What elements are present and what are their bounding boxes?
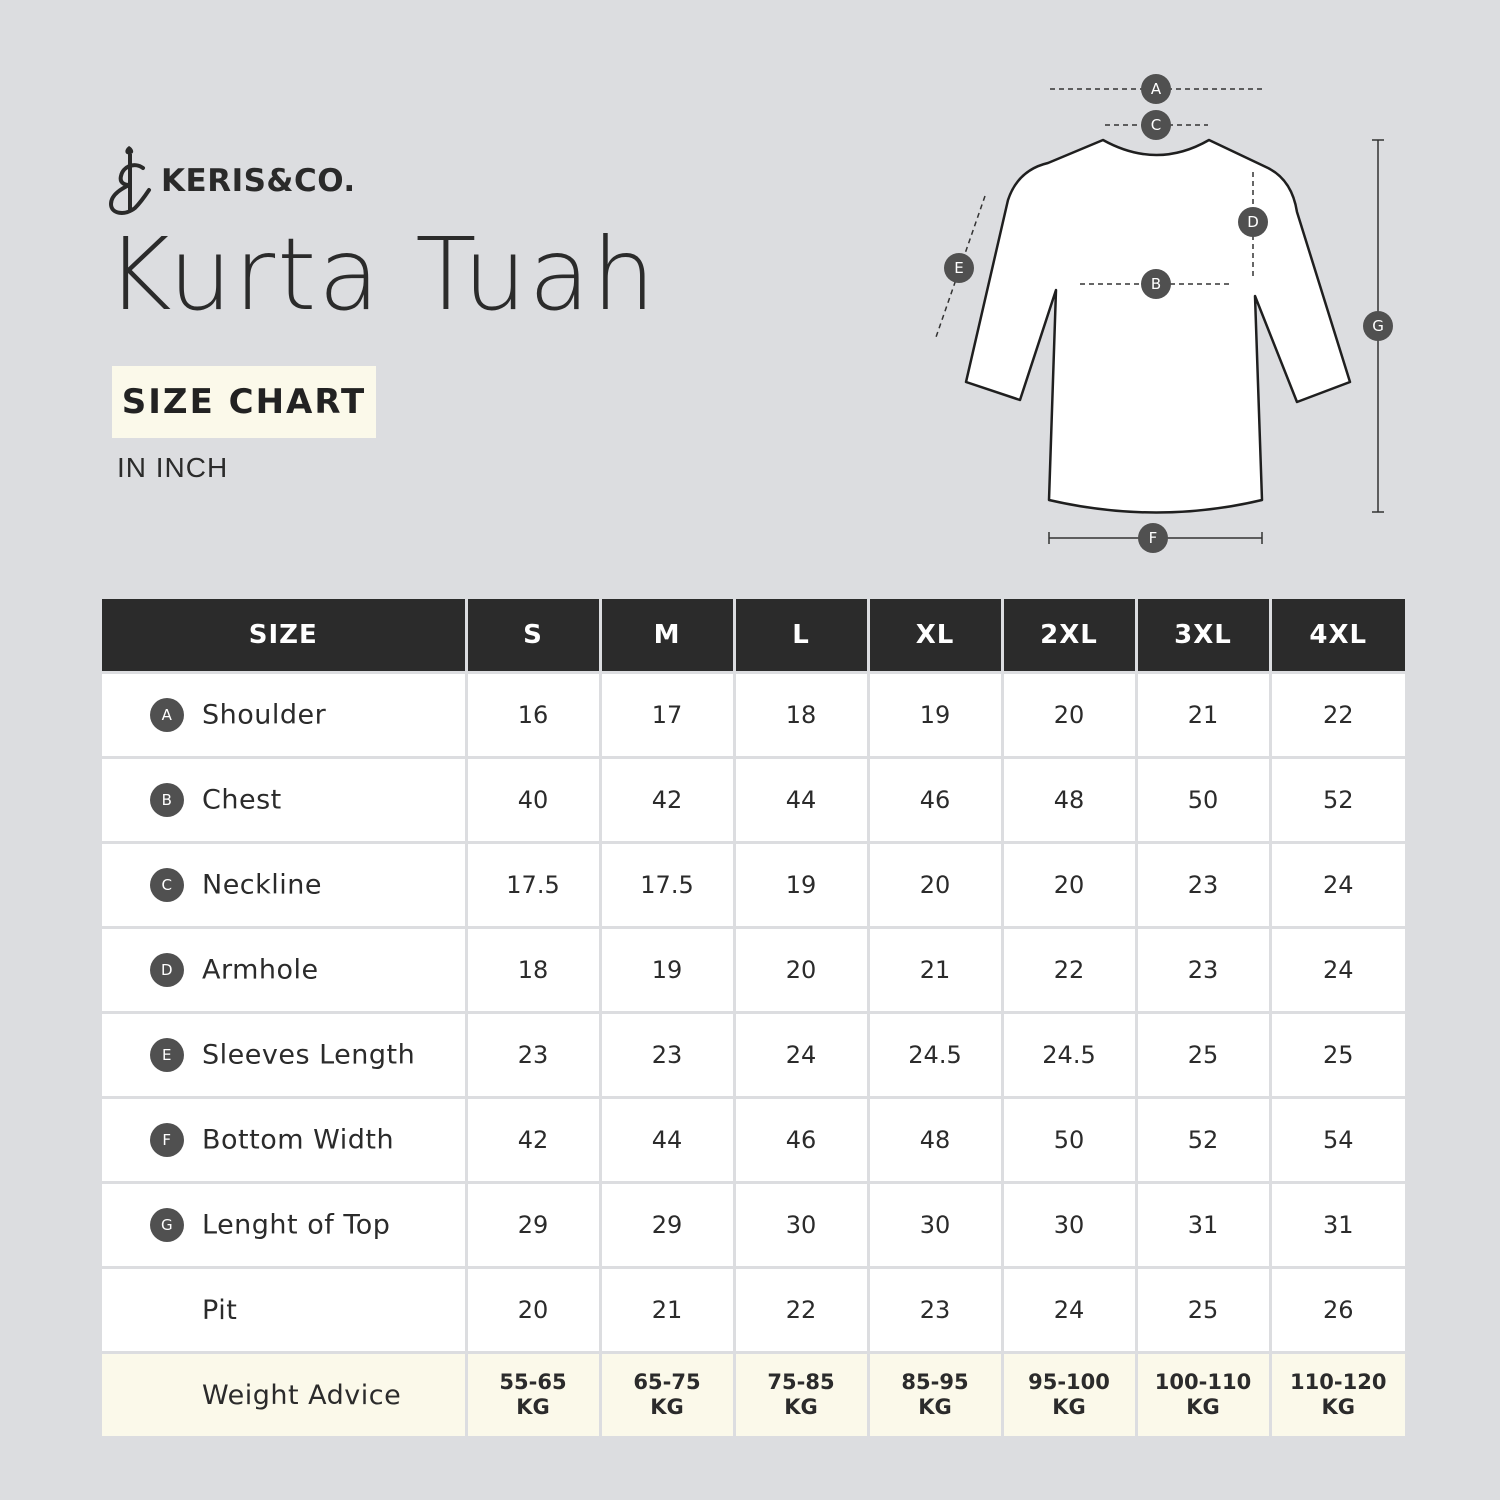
table-cell: 24 [1270, 928, 1405, 1013]
measure-badge: C [150, 868, 184, 902]
header-2xl: 2XL [1002, 599, 1136, 673]
table-cell: 23 [466, 1013, 600, 1098]
svg-text:A: A [1150, 80, 1162, 98]
table-cell: 24 [1002, 1268, 1136, 1353]
measure-badge: E [150, 1038, 184, 1072]
table-cell: 17.5 [466, 843, 600, 928]
table-cell: 50 [1136, 758, 1270, 843]
row-label: Lenght of Top [202, 1209, 391, 1241]
table-cell: 23 [600, 1013, 734, 1098]
table-cell: 30 [868, 1183, 1002, 1268]
table-cell: 23 [1136, 843, 1270, 928]
table-cell: 21 [1136, 673, 1270, 758]
row-label-cell [102, 673, 466, 758]
table-cell: 20 [1002, 843, 1136, 928]
table-cell: 21 [868, 928, 1002, 1013]
table-row [102, 928, 1405, 1013]
weight-range: 100-110 [1154, 1370, 1252, 1394]
table-row [102, 758, 1405, 843]
weight-range: 110-120 [1290, 1370, 1387, 1394]
weight-unit: KG [650, 1395, 684, 1419]
table-row [102, 1268, 1405, 1353]
table-cell: 21 [600, 1268, 734, 1353]
weight-range: 55-65 [499, 1370, 567, 1394]
marker-b [1141, 269, 1171, 299]
header-m: M [600, 599, 734, 673]
row-label-cell [102, 758, 466, 843]
table-cell: 46 [734, 1098, 868, 1183]
table-cell: 19 [734, 843, 868, 928]
marker-d [1238, 207, 1268, 237]
table-cell: 18 [466, 928, 600, 1013]
brand-name: KERIS&CO. [161, 163, 356, 199]
row-label: Sleeves Length [202, 1039, 416, 1071]
table-cell: 48 [1002, 758, 1136, 843]
weight-range: 65-75 [633, 1370, 701, 1394]
weight-cell [868, 1353, 1002, 1437]
table-row [102, 1013, 1405, 1098]
table-cell: 16 [466, 673, 600, 758]
table-cell: 44 [600, 1098, 734, 1183]
table-cell: 24 [1270, 843, 1405, 928]
table-cell: 48 [868, 1098, 1002, 1183]
weight-unit: KG [1186, 1395, 1220, 1419]
table-row [102, 1098, 1405, 1183]
table-cell: 25 [1136, 1013, 1270, 1098]
table-cell: 31 [1136, 1183, 1270, 1268]
weight-cell [466, 1353, 600, 1437]
row-label: Pit [202, 1295, 238, 1326]
table-cell: 22 [734, 1268, 868, 1353]
table-cell: 18 [734, 673, 868, 758]
marker-a [1141, 74, 1171, 104]
row-label-cell [102, 843, 466, 928]
size-table [102, 599, 1405, 1436]
weight-range: 85-95 [901, 1370, 969, 1394]
weight-unit: KG [1052, 1395, 1086, 1419]
table-cell: 20 [1002, 673, 1136, 758]
svg-text:F: F [1148, 529, 1158, 547]
weight-range: 95-100 [1028, 1370, 1110, 1394]
table-cell: 50 [1002, 1098, 1136, 1183]
svg-text:G: G [1372, 317, 1384, 335]
measure-badge: B [150, 783, 184, 817]
weight-unit: KG [516, 1395, 550, 1419]
row-label: Armhole [202, 954, 319, 986]
measure-badge: G [150, 1208, 184, 1242]
weight-unit: KG [918, 1395, 952, 1419]
marker-e [944, 253, 974, 283]
table-cell: 25 [1136, 1268, 1270, 1353]
weight-cell [1136, 1353, 1270, 1437]
table-cell: 29 [600, 1183, 734, 1268]
table-cell: 22 [1270, 673, 1405, 758]
weight-cell [734, 1353, 868, 1437]
brand-logo [105, 140, 356, 218]
marker-g [1363, 311, 1393, 341]
table-cell: 20 [466, 1268, 600, 1353]
weight-advice-label: Weight Advice [202, 1380, 402, 1411]
weight-advice-row [102, 1353, 1405, 1437]
table-cell: 24.5 [868, 1013, 1002, 1098]
table-cell: 26 [1270, 1268, 1405, 1353]
row-label: Shoulder [202, 699, 327, 731]
product-title: Kurta Tuah [106, 216, 658, 333]
table-cell: 52 [1270, 758, 1405, 843]
table-cell: 46 [868, 758, 1002, 843]
header-l: L [734, 599, 868, 673]
svg-text:C: C [1150, 116, 1162, 134]
table-cell: 20 [868, 843, 1002, 928]
measure-badge: F [150, 1123, 184, 1157]
table-cell: 17 [600, 673, 734, 758]
table-cell: 17.5 [600, 843, 734, 928]
row-label-cell [102, 1268, 466, 1353]
header-3xl: 3XL [1136, 599, 1270, 673]
header-4xl: 4XL [1270, 599, 1405, 673]
marker-f [1138, 523, 1168, 553]
table-cell: 24 [734, 1013, 868, 1098]
header-xl: XL [868, 599, 1002, 673]
weight-cell [1270, 1353, 1405, 1437]
table-cell: 54 [1270, 1098, 1405, 1183]
row-label-cell [102, 1013, 466, 1098]
table-cell: 19 [868, 673, 1002, 758]
table-row [102, 843, 1405, 928]
weight-unit: KG [784, 1395, 818, 1419]
table-cell: 23 [868, 1268, 1002, 1353]
table-cell: 31 [1270, 1183, 1405, 1268]
table-cell: 40 [466, 758, 600, 843]
table-header-row [102, 599, 1405, 673]
table-cell: 44 [734, 758, 868, 843]
kurta-diagram [920, 70, 1420, 560]
table-cell: 52 [1136, 1098, 1270, 1183]
weight-unit: KG [1321, 1395, 1355, 1419]
row-label: Chest [202, 784, 282, 816]
svg-text:B: B [1150, 275, 1162, 293]
table-cell: 19 [600, 928, 734, 1013]
table-row [102, 1183, 1405, 1268]
table-cell: 20 [734, 928, 868, 1013]
table-cell: 29 [466, 1183, 600, 1268]
weight-cell [1002, 1353, 1136, 1437]
row-label: Bottom Width [202, 1124, 395, 1156]
table-cell: 22 [1002, 928, 1136, 1013]
row-label-cell [102, 1098, 466, 1183]
table-cell: 30 [734, 1183, 868, 1268]
svg-text:E: E [954, 259, 964, 277]
unit-label: IN INCH [117, 452, 229, 483]
measure-badge: A [150, 698, 184, 732]
keris-logo-icon [105, 140, 157, 218]
table-cell: 42 [600, 758, 734, 843]
row-label: Neckline [202, 869, 323, 901]
table-cell: 25 [1270, 1013, 1405, 1098]
kurta-outline [966, 140, 1350, 513]
svg-text:D: D [1247, 213, 1259, 231]
row-label-cell [102, 1183, 466, 1268]
table-cell: 30 [1002, 1183, 1136, 1268]
header-size: SIZE [102, 599, 466, 673]
measure-badge: D [150, 953, 184, 987]
table-row [102, 673, 1405, 758]
table-cell: 23 [1136, 928, 1270, 1013]
row-label-cell [102, 1353, 466, 1437]
weight-range: 75-85 [767, 1370, 835, 1394]
marker-c [1141, 110, 1171, 140]
table-cell: 42 [466, 1098, 600, 1183]
weight-cell [600, 1353, 734, 1437]
header-s: S [466, 599, 600, 673]
table-cell: 24.5 [1002, 1013, 1136, 1098]
size-chart-label: SIZE CHART [112, 366, 376, 438]
row-label-cell [102, 928, 466, 1013]
